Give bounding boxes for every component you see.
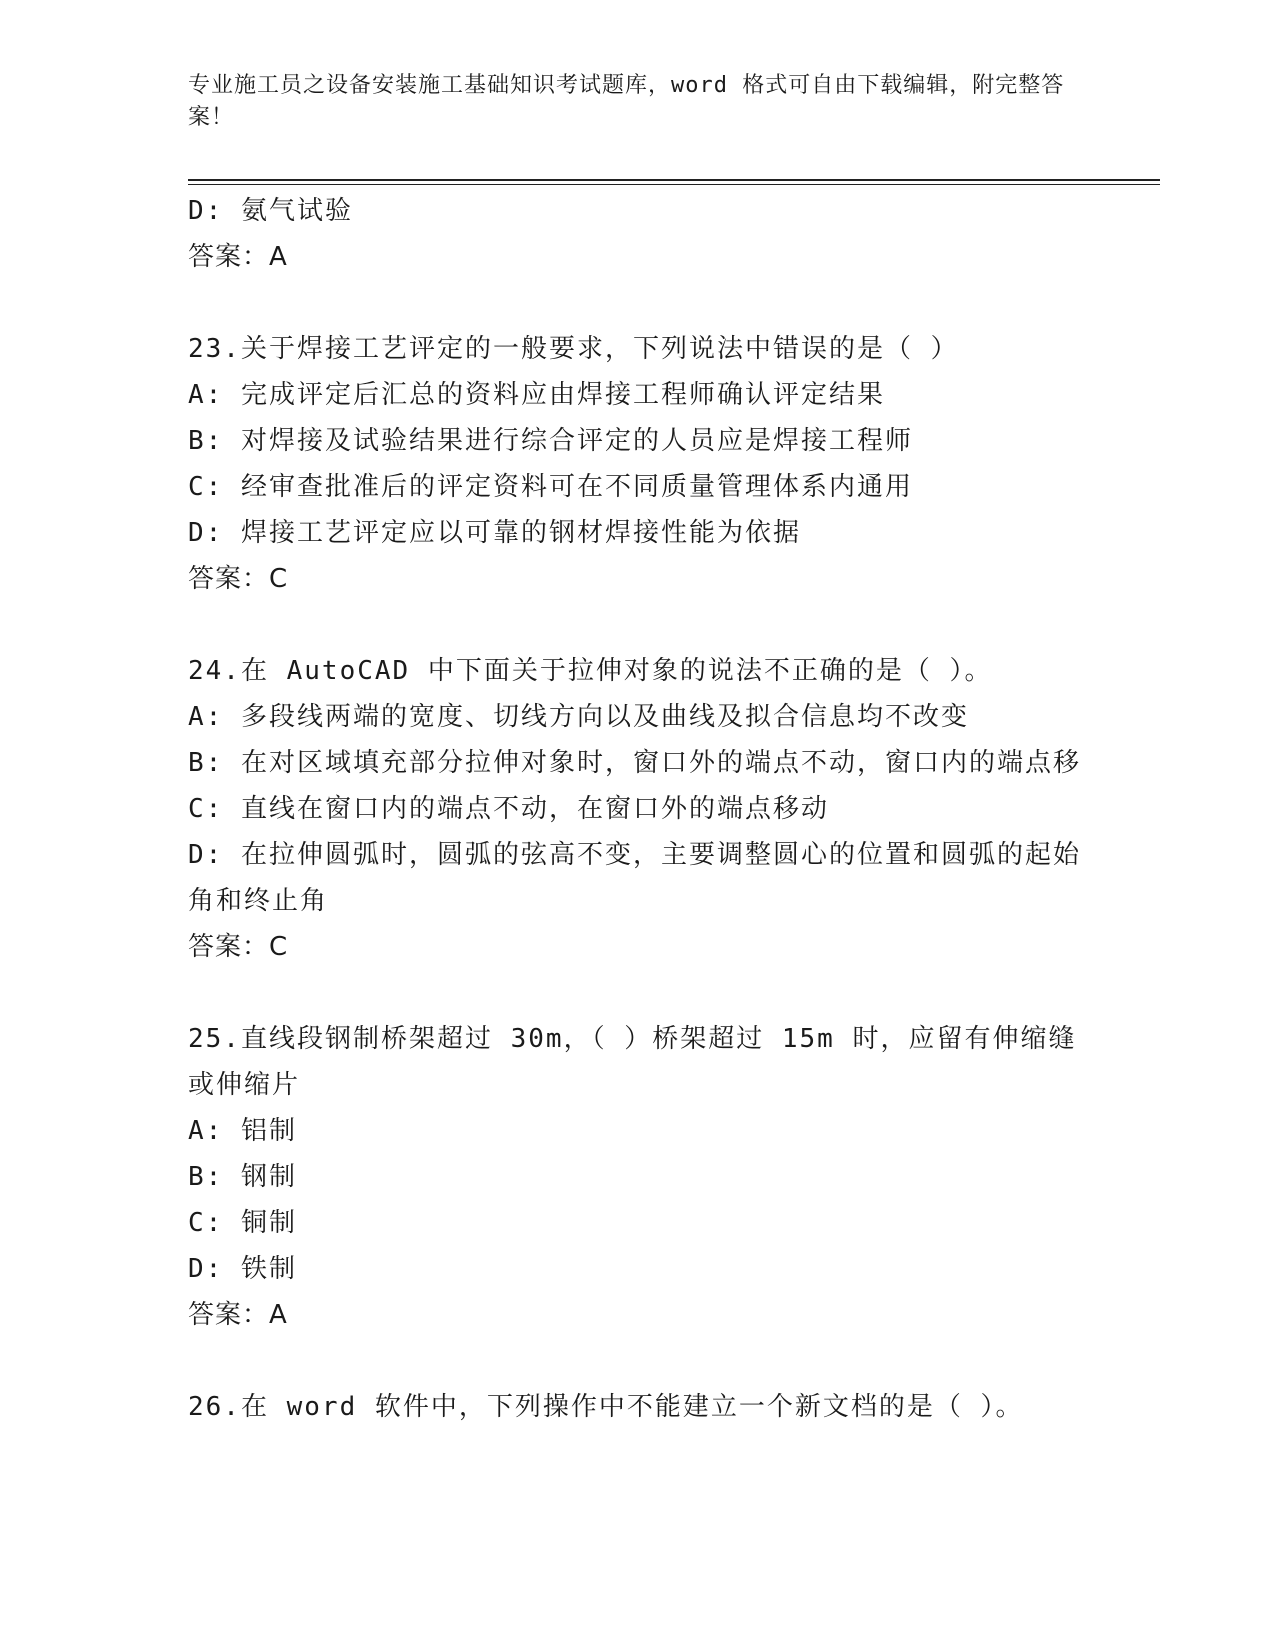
option-b: B: 钢制 xyxy=(188,1162,297,1192)
answer: 答案：C xyxy=(188,564,289,594)
answer: 答案：A xyxy=(188,242,288,272)
answer: 答案：A xyxy=(188,1300,288,1330)
question-stem: 24.在 AutoCAD 中下面关于拉伸对象的说法不正确的是（ ）。 xyxy=(188,656,993,686)
option-d: D: 氨气试验 xyxy=(188,196,353,226)
option-c: C: 直线在窗口内的端点不动，在窗口外的端点移动 xyxy=(188,794,829,824)
question-stem: 26.在 word 软件中，下列操作中不能建立一个新文档的是（ ）。 xyxy=(188,1392,1024,1422)
header-rule-thick xyxy=(188,179,1160,181)
question-stem: 23.关于焊接工艺评定的一般要求，下列说法中错误的是（ ） xyxy=(188,334,959,364)
question-25 xyxy=(188,1016,1088,1338)
document-body xyxy=(188,188,1088,1430)
option-a: A: 完成评定后汇总的资料应由焊接工程师确认评定结果 xyxy=(188,380,885,410)
question-24 xyxy=(188,648,1088,970)
option-c: C: 经审查批准后的评定资料可在不同质量管理体系内通用 xyxy=(188,472,913,502)
answer: 答案：C xyxy=(188,932,289,962)
option-d: D: 焊接工艺评定应以可靠的钢材焊接性能为依据 xyxy=(188,518,801,548)
option-a: A: 铝制 xyxy=(188,1116,297,1146)
option-d: D: 在拉伸圆弧时，圆弧的弦高不变，主要调整圆心的位置和圆弧的起始角和终止角 xyxy=(188,840,1081,916)
option-d: D: 铁制 xyxy=(188,1254,297,1284)
option-b: B: 在对区域填充部分拉伸对象时，窗口外的端点不动，窗口内的端点移 xyxy=(188,748,1081,778)
question-23 xyxy=(188,326,1088,602)
option-a: A: 多段线两端的宽度、切线方向以及曲线及拟合信息均不改变 xyxy=(188,702,969,732)
option-b: B: 对焊接及试验结果进行综合评定的人员应是焊接工程师 xyxy=(188,426,913,456)
page-header: 专业施工员之设备安装施工基础知识考试题库，word 格式可自由下载编辑，附完整答案！ xyxy=(188,73,1065,130)
option-c: C: 铜制 xyxy=(188,1208,297,1238)
header-rule-thin xyxy=(188,184,1160,185)
question-26 xyxy=(188,1384,1088,1430)
question-stem: 25.直线段钢制桥架超过 30m，（ ）桥架超过 15m 时，应留有伸缩缝或伸缩片 xyxy=(188,1024,1077,1100)
